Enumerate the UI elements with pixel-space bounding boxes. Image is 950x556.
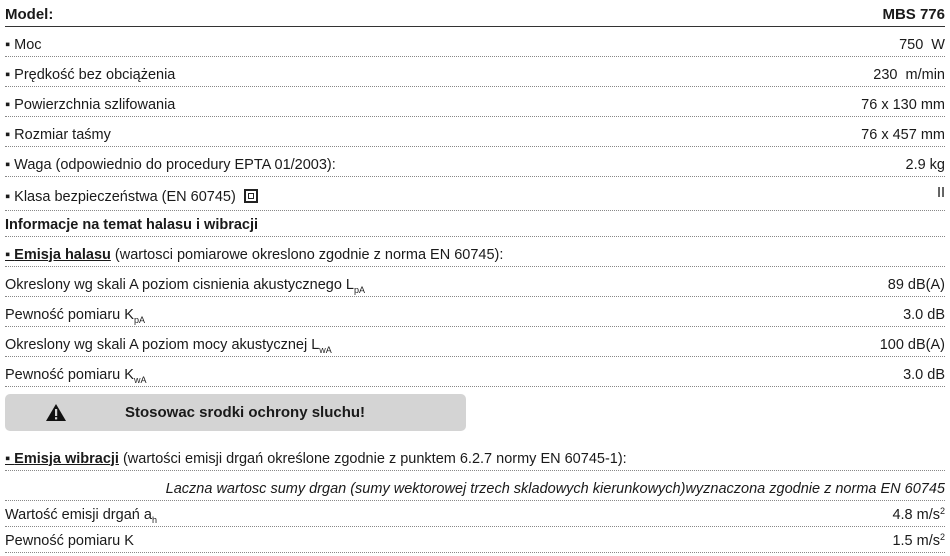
spec-row-power [5, 33, 945, 57]
noise-row-uncertainty-pa [5, 303, 945, 327]
spec-row-sanding-area [5, 93, 945, 117]
noise-label [5, 337, 332, 353]
spec-row-speed [5, 63, 945, 87]
vibration-emission-heading-row [5, 447, 945, 471]
vibration-note: Laczna wartosc sumy drgan (sumy wektorowej trzech skladowych kierunkowych)wyznaczona zgodnie z norma EN 60745 [165, 480, 945, 497]
model-row [5, 3, 945, 27]
double-insulation-icon [244, 189, 258, 203]
vibration-label-text: Wartość emisji drgań a [5, 506, 152, 523]
spec-label: ▪ Waga (odpowiednio do procedury EPTA 01/2003): [5, 156, 336, 173]
vibration-label-sub: h [151, 514, 157, 525]
spec-row-weight [5, 153, 945, 177]
noise-emission-title: Emisja halasu [14, 246, 111, 263]
noise-value: 3.0 dB [903, 306, 945, 323]
spec-value: 76 x 130 mm [861, 96, 945, 113]
noise-emission-bullet: ▪ [5, 246, 15, 263]
noise-value: 3.0 dB [903, 366, 945, 383]
noise-value: 100 dB(A) [879, 336, 945, 353]
vibration-row-emission [5, 503, 945, 527]
vibration-emission-desc: (wartości emisji drgań określone zgodnie z punktem 6.2.7 normy EN 60745-1): [118, 450, 627, 467]
noise-label-sub: wA [319, 344, 332, 355]
hearing-protection-warning [5, 394, 466, 431]
spec-value: 750 W [899, 36, 945, 53]
noise-label-text: Okreslony wg skali A poziom mocy akustycznej L [5, 336, 320, 353]
model-value: MBS 776 [882, 6, 945, 23]
noise-row-power-level [5, 333, 945, 357]
noise-label-sub: pA [133, 314, 145, 325]
spec-row-safety-class [5, 183, 945, 211]
noise-label-sub: wA [133, 374, 147, 385]
spec-value: 230 m/min [873, 66, 945, 83]
vibration-value-text: 1.5 m/s [892, 532, 940, 549]
noise-label [5, 277, 365, 293]
noise-row-pressure [5, 273, 945, 297]
spec-label: ▪ Moc [5, 36, 42, 53]
noise-row-uncertainty-wa [5, 363, 945, 387]
noise-emission-heading [5, 247, 503, 263]
spec-row-belt-size [5, 123, 945, 147]
vibration-value-sup: 2 [939, 505, 945, 516]
noise-label-text: Pewność pomiaru K [5, 306, 134, 323]
vibration-row-uncertainty [5, 529, 945, 553]
vibration-label [5, 507, 157, 523]
vibration-value [892, 533, 945, 549]
vibration-emission-title: Emisja wibracji [14, 450, 119, 467]
noise-emission-heading-row [5, 243, 945, 267]
model-label: Model: [5, 6, 54, 23]
vibration-emission-bullet: ▪ [5, 450, 15, 467]
vibration-label-text: Pewność pomiaru K [5, 532, 134, 549]
warning-triangle-icon [45, 403, 67, 422]
spec-label: ▪ Rozmiar taśmy [5, 126, 111, 143]
noise-label [5, 307, 145, 323]
vibration-value [892, 507, 945, 523]
spec-label: ▪ Klasa bezpieczeństwa (EN 60745) [5, 188, 236, 205]
vibration-value-text: 4.8 m/s [892, 506, 940, 523]
vibration-value-sup: 2 [939, 531, 945, 542]
noise-section-title: Informacje na temat halasu i wibracji [5, 216, 259, 233]
vibration-label [5, 533, 134, 549]
spec-value: 76 x 457 mm [861, 126, 945, 143]
noise-value: 89 dB(A) [887, 276, 945, 293]
vibration-note-row [5, 477, 945, 501]
safety-class-label-wrap [5, 189, 258, 205]
noise-label-sub: pA [353, 284, 365, 295]
noise-section-title-row [5, 213, 945, 237]
noise-label-text: Okreslony wg skali A poziom cisnienia akustycznego L [5, 276, 354, 293]
spec-label: ▪ Powierzchnia szlifowania [5, 96, 176, 113]
noise-emission-desc: (wartosci pomiarowe okreslono zgodnie z norma EN 60745): [110, 246, 504, 263]
vibration-emission-heading [5, 451, 627, 467]
spec-label: ▪ Prędkość bez obciążenia [5, 66, 176, 83]
noise-label-text: Pewność pomiaru K [5, 366, 134, 383]
spec-value: II [936, 185, 945, 201]
spec-value: 2.9 kg [905, 156, 945, 173]
warning-text: Stosowac srodki ochrony sluchu! [125, 404, 366, 421]
noise-label [5, 367, 146, 383]
